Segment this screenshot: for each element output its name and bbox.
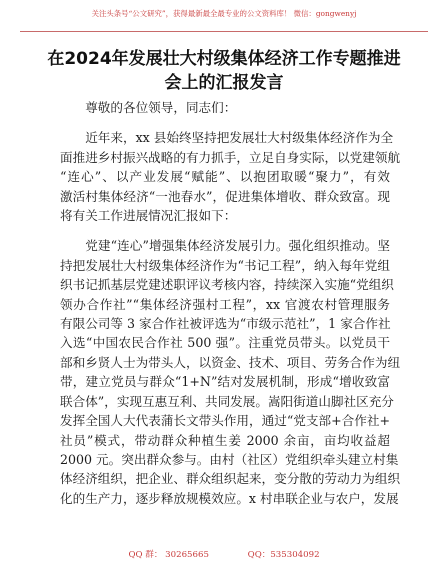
header-divider: [20, 31, 428, 32]
document-body: [60, 98, 401, 508]
paragraph-line: 发挥全国人大代表蒲长文带头作用，通过“党支部+合作社+: [60, 413, 390, 429]
document-title-line-2: 会上的汇报发言: [164, 73, 284, 93]
document-title: [30, 47, 418, 95]
paragraph-line: 带，建立党员与群众“1+N”结对发展机制，形成“增收致富: [60, 374, 390, 390]
paragraph-line: 社员”模式，带动群众种植生姜 2000 余亩，亩均收益超: [60, 432, 390, 448]
footer-contacts: [0, 549, 448, 561]
paragraph-line: “连心”、以产业发展“赋能”、以抱团取暖“聚力”，有效: [60, 169, 390, 185]
intro-paragraph: [60, 128, 401, 225]
paragraph-line: 部和乡贤人士为带头人，以资金、技术、项目、劳务合作为纽: [60, 354, 401, 370]
paragraph-line: 持把发展壮大村级集体经济作为“书记工程”，纳入每年党组: [60, 257, 390, 273]
document-title-line-1: 在2024年发展壮大村级集体经济工作专题推进: [47, 49, 401, 69]
paragraph-line: 体经济组织，把企业、群众组织起来，变分散的劳动力为组织: [60, 471, 401, 487]
section-paragraph: [60, 236, 401, 508]
paragraph-line: 近年来，xx 县始终坚持把发展壮大村级集体经济作为全: [85, 130, 394, 146]
paragraph-line: 党建“连心”增强集体经济发展引力。强化组织推动。坚: [85, 238, 390, 254]
paragraph-line: 2000 元。突出群众参与。由村（社区）党组织牵头建立村集: [60, 451, 399, 467]
paragraph-line: 入选“中国农民合作社 500 强”。注重党员带头。以党员干: [60, 335, 390, 351]
paragraph-line: 将有关工作进展情况汇报如下：: [60, 208, 237, 224]
paragraph-line: 化的生产力，逐步释放规模效应。x 村串联企业与农户，发展: [60, 490, 399, 506]
paragraph-line: 面推进乡村振兴战略的有力抓手，立足自身实际，以党建领航: [60, 149, 401, 165]
greeting: 尊敬的各位领导，同志们：: [85, 100, 237, 115]
qq-number: QQ：535304092: [247, 550, 320, 560]
paragraph-line: 织书记抓基层党建述职评议考核内容，持续深入实施“党组织: [60, 277, 394, 293]
qq-group-number: QQ 群： 30265665: [128, 550, 209, 560]
paragraph-line: 领办合作社”“集体经济强村工程”，xx 官渡农村管理服务: [60, 296, 390, 312]
paragraph-line: 有限公司等 3 家合作社被评选为“市级示范社”，1 家合作社: [60, 316, 391, 332]
paragraph-line: 激活村集体经济“一池春水”，促进集体增收、群众致富。现: [60, 188, 390, 204]
paragraph-line: 联合体”，实现互惠互利、共同发展。嵩阳街道山脚社区充分: [60, 393, 394, 409]
promo-banner: 关注头条号“公文研究”，获得最新最全最专业的公文资料库！ 微信：gongwenyj: [91, 9, 357, 18]
